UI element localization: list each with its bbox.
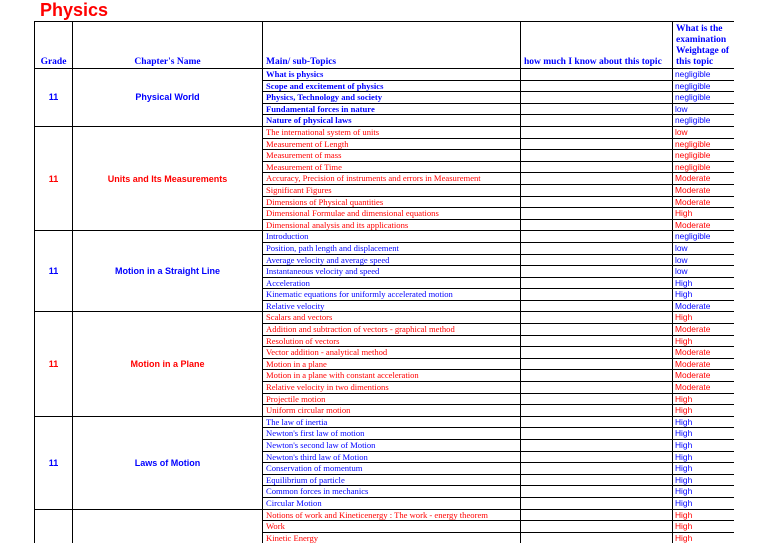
- knowledge-input-cell[interactable]: [521, 277, 673, 289]
- knowledge-input-cell[interactable]: [521, 486, 673, 498]
- knowledge-input-cell[interactable]: [521, 289, 673, 301]
- knowledge-input-cell[interactable]: [521, 440, 673, 452]
- weightage-cell: Moderate: [673, 300, 735, 312]
- weightage-cell: High: [673, 393, 735, 405]
- knowledge-input-cell[interactable]: [521, 463, 673, 475]
- topic-cell: Equilibrium of particle: [263, 474, 521, 486]
- chapter-name-cell: Units and Its Measurements: [73, 126, 263, 230]
- knowledge-input-cell[interactable]: [521, 358, 673, 370]
- weightage-cell: High: [673, 416, 735, 428]
- topic-cell: Dimensional analysis and its applications: [263, 219, 521, 231]
- knowledge-input-cell[interactable]: [521, 509, 673, 521]
- topic-cell: Position, path length and displacement: [263, 242, 521, 254]
- topic-cell: Newton's second law of Motion: [263, 440, 521, 452]
- knowledge-input-cell[interactable]: [521, 532, 673, 543]
- topic-cell: Physics, Technology and society: [263, 92, 521, 104]
- weightage-cell: negligible: [673, 231, 735, 243]
- topics-header: Main/ sub-Topics: [263, 22, 521, 69]
- grade-cell: 11: [35, 69, 73, 127]
- topic-cell: Measurement of mass: [263, 150, 521, 162]
- weightage-cell: low: [673, 254, 735, 266]
- weightage-cell: High: [673, 289, 735, 301]
- weightage-cell: low: [673, 266, 735, 278]
- knowledge-input-cell[interactable]: [521, 150, 673, 162]
- topic-cell: Introduction: [263, 231, 521, 243]
- knowledge-input-cell[interactable]: [521, 300, 673, 312]
- weightage-cell: Moderate: [673, 184, 735, 196]
- table-body: [35, 69, 735, 543]
- weightage-cell: Moderate: [673, 382, 735, 394]
- topic-cell: Relative velocity in two dimentions: [263, 382, 521, 394]
- topic-cell: Newton's first law of motion: [263, 428, 521, 440]
- chapter-name-cell: Motion in a Straight Line: [73, 231, 263, 312]
- weightage-cell: low: [673, 242, 735, 254]
- topic-cell: Notions of work and Kineticenergy : The work - energy theorem: [263, 509, 521, 521]
- topic-cell: Addition and subtraction of vectors - graphical method: [263, 324, 521, 336]
- knowledge-input-cell[interactable]: [521, 103, 673, 115]
- weightage-cell: High: [673, 521, 735, 533]
- weightage-cell: High: [673, 463, 735, 475]
- knowledge-input-cell[interactable]: [521, 254, 673, 266]
- weightage-header: What is the examination Weightage of this topic: [673, 22, 735, 69]
- weightage-cell: negligible: [673, 138, 735, 150]
- topic-cell: Acceleration: [263, 277, 521, 289]
- knowledge-input-cell[interactable]: [521, 405, 673, 417]
- topic-cell: Common forces in mechanics: [263, 486, 521, 498]
- knowledge-input-cell[interactable]: [521, 69, 673, 81]
- topic-cell: Dimensional Formulae and dimensional equations: [263, 208, 521, 220]
- knowledge-input-cell[interactable]: [521, 312, 673, 324]
- topic-cell: Kinematic equations for uniformly accelerated motion: [263, 289, 521, 301]
- weightage-cell: High: [673, 509, 735, 521]
- knowledge-input-cell[interactable]: [521, 242, 673, 254]
- topics-table: [34, 21, 734, 543]
- knowledge-input-cell[interactable]: [521, 161, 673, 173]
- knowledge-input-cell[interactable]: [521, 347, 673, 359]
- weightage-cell: High: [673, 474, 735, 486]
- weightage-cell: Moderate: [673, 173, 735, 185]
- knowledge-input-cell[interactable]: [521, 196, 673, 208]
- topic-cell: Scope and excitement of physics: [263, 80, 521, 92]
- weightage-cell: High: [673, 486, 735, 498]
- weightage-cell: High: [673, 405, 735, 417]
- topic-cell: Average velocity and average speed: [263, 254, 521, 266]
- topic-cell: Motion in a plane: [263, 358, 521, 370]
- weightage-cell: High: [673, 208, 735, 220]
- topic-cell: Motion in a plane with constant acceleration: [263, 370, 521, 382]
- weightage-cell: High: [673, 335, 735, 347]
- header-row: [35, 22, 735, 69]
- topic-cell: The law of inertia: [263, 416, 521, 428]
- weightage-cell: low: [673, 126, 735, 138]
- knowledge-input-cell[interactable]: [521, 416, 673, 428]
- knowledge-input-cell[interactable]: [521, 138, 673, 150]
- topic-cell: Measurement of Time: [263, 161, 521, 173]
- knowledge-input-cell[interactable]: [521, 126, 673, 138]
- table-row: [35, 312, 735, 324]
- table-row: [35, 231, 735, 243]
- grade-cell: 11: [35, 416, 73, 509]
- knowledge-input-cell[interactable]: [521, 219, 673, 231]
- table-row: [35, 509, 735, 521]
- topic-cell: Uniform circular motion: [263, 405, 521, 417]
- knowledge-input-cell[interactable]: [521, 393, 673, 405]
- knowledge-input-cell[interactable]: [521, 173, 673, 185]
- knowledge-input-cell[interactable]: [521, 184, 673, 196]
- weightage-cell: High: [673, 277, 735, 289]
- weightage-cell: High: [673, 312, 735, 324]
- topics-table-container: [34, 21, 734, 543]
- topic-cell: Conservation of momentum: [263, 463, 521, 475]
- weightage-cell: High: [673, 497, 735, 509]
- topic-cell: Kinetic Energy: [263, 532, 521, 543]
- weightage-cell: Moderate: [673, 324, 735, 336]
- weightage-cell: negligible: [673, 150, 735, 162]
- knowledge-input-cell[interactable]: [521, 370, 673, 382]
- knowledge-header: how much I know about this topic: [521, 22, 673, 69]
- knowledge-input-cell[interactable]: [521, 231, 673, 243]
- weightage-cell: Moderate: [673, 370, 735, 382]
- grade-cell: 11: [35, 231, 73, 312]
- weightage-cell: negligible: [673, 161, 735, 173]
- page-title: Physics: [40, 0, 109, 20]
- grade-header: Grade: [35, 22, 73, 69]
- grade-cell: [35, 509, 73, 543]
- weightage-cell: High: [673, 428, 735, 440]
- weightage-cell: Moderate: [673, 358, 735, 370]
- weightage-cell: negligible: [673, 69, 735, 81]
- grade-cell: 11: [35, 312, 73, 416]
- knowledge-input-cell[interactable]: [521, 80, 673, 92]
- topic-cell: What is physics: [263, 69, 521, 81]
- knowledge-input-cell[interactable]: [521, 521, 673, 533]
- grade-cell: 11: [35, 126, 73, 230]
- table-row: [35, 69, 735, 81]
- weightage-cell: High: [673, 451, 735, 463]
- topic-cell: Relative velocity: [263, 300, 521, 312]
- weightage-cell: Moderate: [673, 347, 735, 359]
- topic-cell: Instantaneous velocity and speed: [263, 266, 521, 278]
- topic-cell: Projectile motion: [263, 393, 521, 405]
- knowledge-input-cell[interactable]: [521, 474, 673, 486]
- topic-cell: Significant Figures: [263, 184, 521, 196]
- chapter-name-cell: Motion in a Plane: [73, 312, 263, 416]
- weightage-cell: low: [673, 103, 735, 115]
- table-row: [35, 416, 735, 428]
- topic-cell: Accuracy, Precision of instruments and errors in Measurement: [263, 173, 521, 185]
- knowledge-input-cell[interactable]: [521, 428, 673, 440]
- chapter-name-cell: Laws of Motion: [73, 416, 263, 509]
- knowledge-input-cell[interactable]: [521, 451, 673, 463]
- topic-cell: The international system of units: [263, 126, 521, 138]
- weightage-cell: negligible: [673, 80, 735, 92]
- chapter-name-cell: [73, 509, 263, 543]
- weightage-cell: Moderate: [673, 196, 735, 208]
- topic-cell: Vector addition - analytical method: [263, 347, 521, 359]
- topic-cell: Nature of physical laws: [263, 115, 521, 127]
- topic-cell: Newton's third law of Motion: [263, 451, 521, 463]
- topic-cell: Scalars and vectors: [263, 312, 521, 324]
- weightage-cell: High: [673, 440, 735, 452]
- weightage-cell: High: [673, 532, 735, 543]
- knowledge-input-cell[interactable]: [521, 208, 673, 220]
- knowledge-input-cell[interactable]: [521, 335, 673, 347]
- knowledge-input-cell[interactable]: [521, 115, 673, 127]
- topic-cell: Resolution of vectors: [263, 335, 521, 347]
- knowledge-input-cell[interactable]: [521, 324, 673, 336]
- topic-cell: Work: [263, 521, 521, 533]
- knowledge-input-cell[interactable]: [521, 382, 673, 394]
- knowledge-input-cell[interactable]: [521, 497, 673, 509]
- topic-cell: Circular Motion: [263, 497, 521, 509]
- weightage-cell: negligible: [673, 115, 735, 127]
- weightage-cell: negligible: [673, 92, 735, 104]
- topic-cell: Measurement of Length: [263, 138, 521, 150]
- weightage-cell: Moderate: [673, 219, 735, 231]
- chapter-header: Chapter's Name: [73, 22, 263, 69]
- topic-cell: Dimensions of Physical quantities: [263, 196, 521, 208]
- table-row: [35, 126, 735, 138]
- knowledge-input-cell[interactable]: [521, 92, 673, 104]
- topic-cell: Fundamental forces in nature: [263, 103, 521, 115]
- chapter-name-cell: Physical World: [73, 69, 263, 127]
- knowledge-input-cell[interactable]: [521, 266, 673, 278]
